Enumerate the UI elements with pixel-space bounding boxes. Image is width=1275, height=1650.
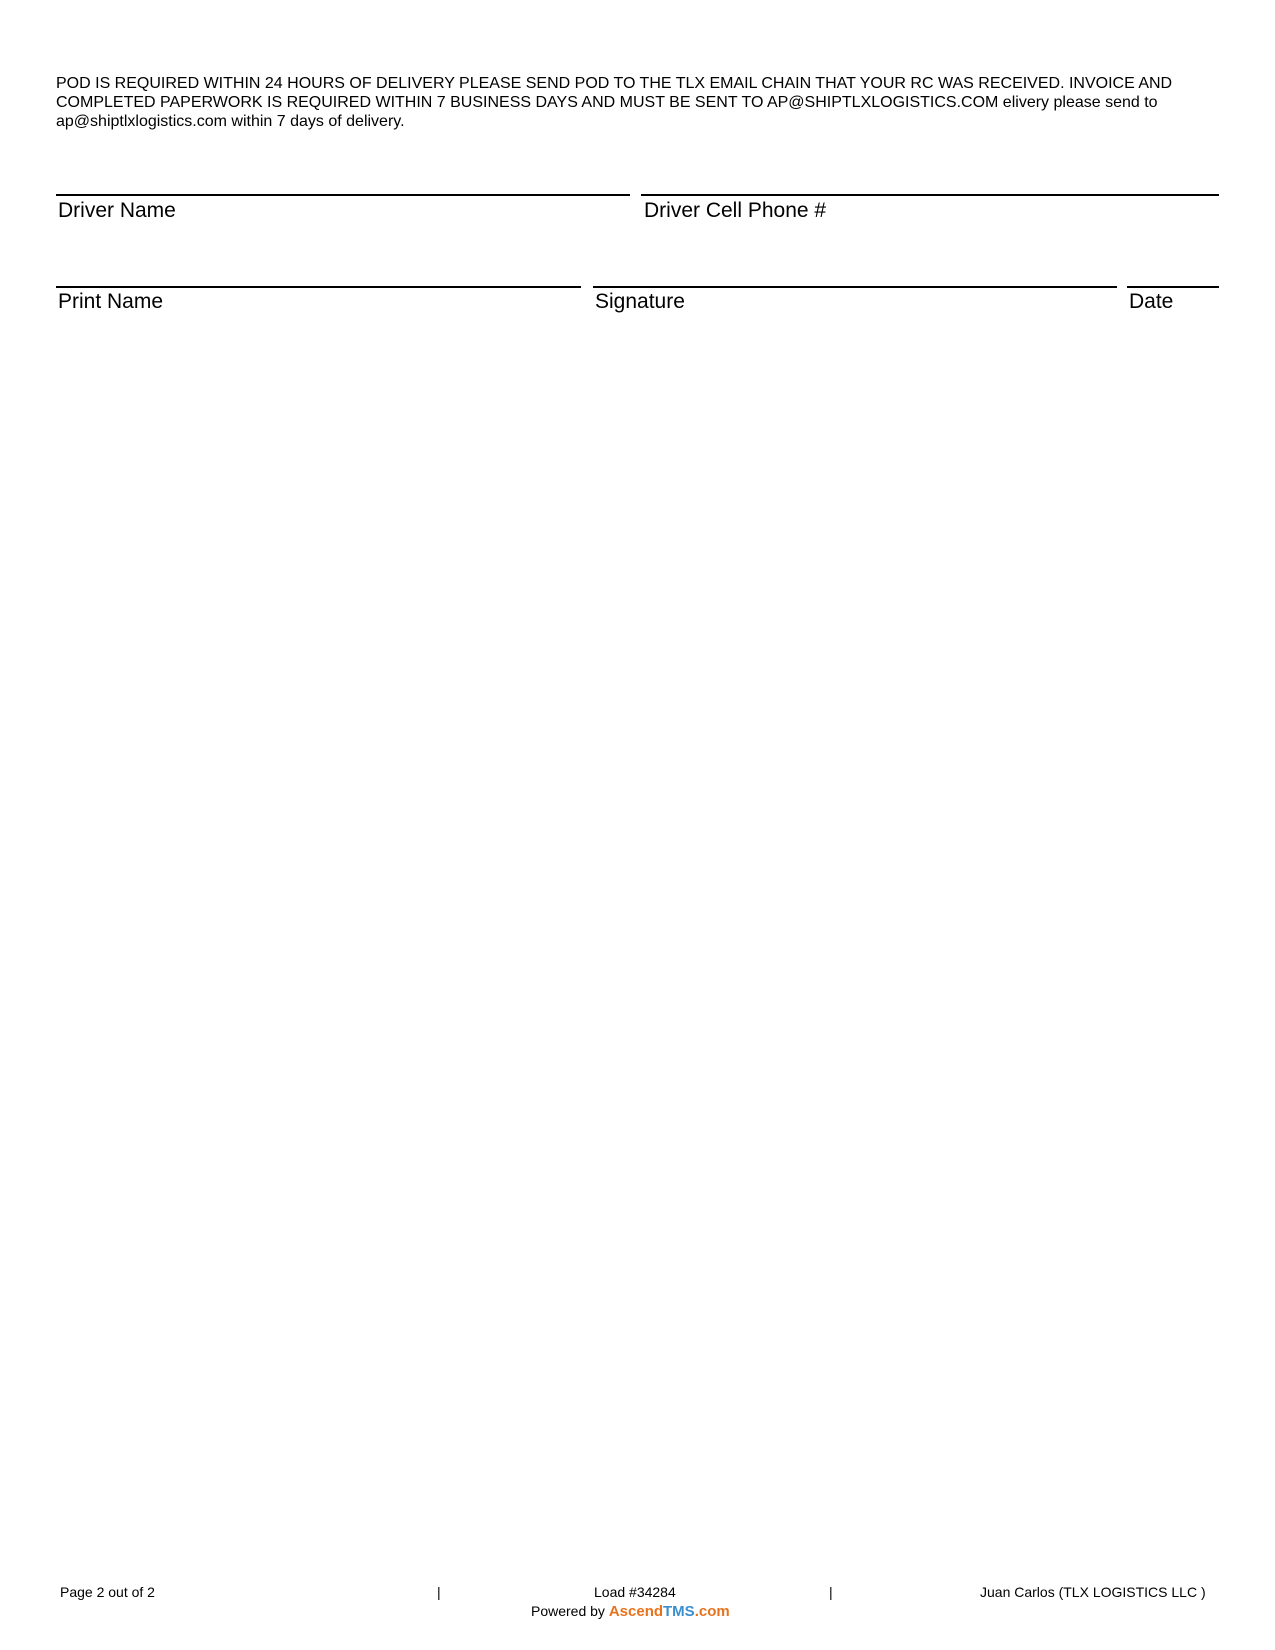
driver-cell-phone-line [641, 194, 1219, 196]
footer-separator-right: | [829, 1584, 833, 1600]
load-number: Load #34284 [594, 1584, 676, 1600]
brand-com-text: .com [694, 1603, 730, 1620]
footer-separator-left: | [437, 1584, 441, 1600]
ascendtms-logo [609, 1603, 730, 1620]
date-label: Date [1129, 290, 1174, 313]
pod-invoice-notice: POD IS REQUIRED WITHIN 24 HOURS OF DELIVERY PLEASE SEND POD TO THE TLX EMAIL CHAIN THAT YOUR RC WAS RECEIVED. INVOICE AND COMPLETED PAPERWORK IS REQUIRED WITHIN 7 BUSINESS DAYS AND MUST BE SENT TO AP@SHIPTLXLOGISTICS.COM elivery please send to ap@shiptlxlogistics.com within 7 days of delivery. [56, 75, 1173, 130]
print-name-line [56, 286, 581, 288]
driver-cell-phone-label: Driver Cell Phone # [644, 199, 827, 222]
powered-by-label: Powered by [531, 1603, 605, 1619]
powered-by [531, 1603, 730, 1620]
brand-tms-text: TMS [663, 1603, 695, 1620]
page-number: Page 2 out of 2 [60, 1584, 155, 1600]
signature-line [593, 286, 1117, 288]
print-name-label: Print Name [58, 290, 164, 313]
driver-name-label: Driver Name [58, 199, 176, 222]
brand-ascend-text: Ascend [608, 1603, 664, 1620]
driver-name-line [56, 194, 630, 196]
contact-name: Juan Carlos (TLX LOGISTICS LLC ) [980, 1584, 1206, 1600]
date-line [1127, 286, 1219, 288]
signature-label: Signature [595, 290, 685, 313]
